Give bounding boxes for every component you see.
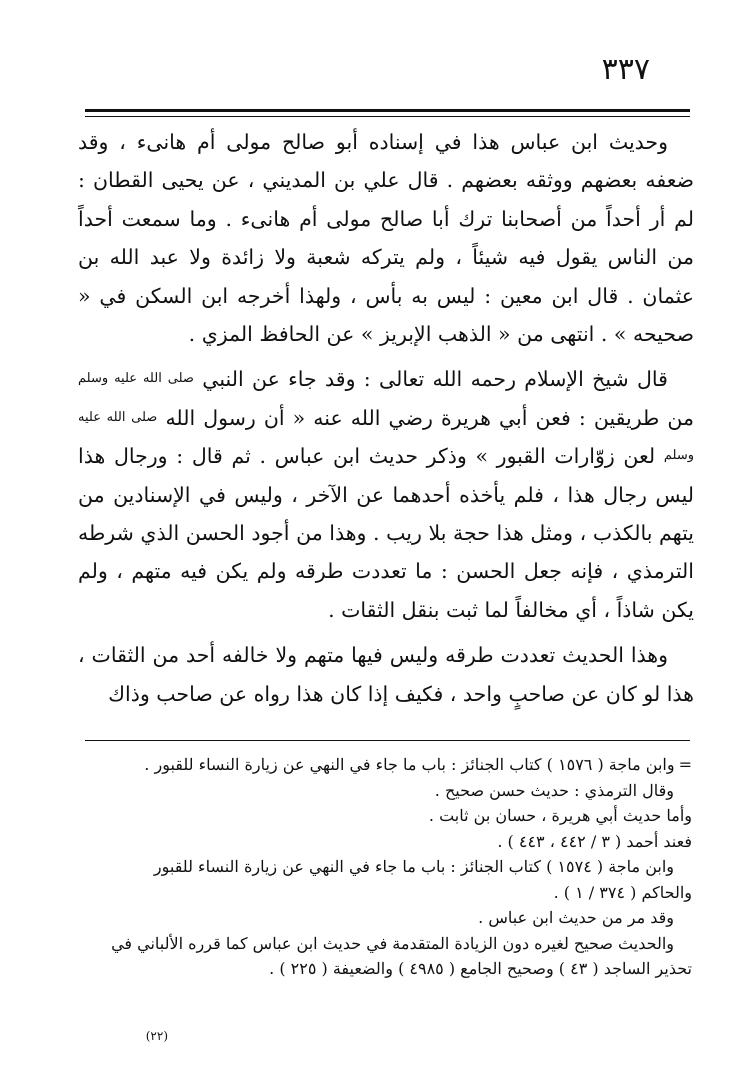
footnote-line: وقد مر من حديث ابن عباس . — [478, 908, 674, 927]
continuation-mark: = — [678, 755, 692, 774]
salla-ligature-1: صلى الله عليه وسلم — [78, 371, 194, 387]
footnote-line: وابن ماجة ( ١٥٧٤ ) كتاب الجنائز : باب ما جاء في النهي عن زيارة النساء للقبور — [153, 857, 674, 876]
footnote-line: وأما حديث أبي هريرة ، حسان بن ثابت . — [428, 806, 692, 825]
footnote-line: والحديث صحيح لغيره دون الزيادة المتقدمة في حديث ابن عباس كما قرره الألباني في — [111, 933, 674, 953]
footnote-line: والحاكم ( ٣٧٤ / ١ ) . — [553, 882, 692, 902]
paragraph-2 — [78, 360, 694, 629]
header-rule-thick — [85, 109, 690, 112]
footnote-line: =وابن ماجة ( ١٥٧٦ ) كتاب الجنائز : باب ما جاء في النهي عن زيارة النساء للقبور . — [144, 755, 692, 774]
footnote-rule — [85, 740, 690, 741]
footnote-line: فعند أحمد ( ٣ / ٤٤٢ ، ٤٤٣ ) . — [497, 831, 692, 851]
main-text — [78, 123, 694, 713]
page-number: ٣٣٧ — [601, 52, 650, 87]
paragraph-3: وهذا الحديث تعددت طرقه وليس فيها متهم ولا خالفه أحد من الثقات ، هذا لو كان عن صاحبٍ واحد ، فكيف إذا كان هذا رواه عن صاحب وذاك — [78, 643, 694, 706]
paragraph-1: وحديث ابن عباس هذا في إسناده أبو صالح مولى أم هانىء ، وقد ضعفه بعضهم ووثقه بعضهم . قال علي بن المديني ، عن يحيى القطان : لم أر أحداً من أصحابنا ترك أبا صالح مولى أم هانىء . وما سمعت أحداً من الناس يقول فيه شيئاً ، ولم يتركه شعبة ولا زائدة ولا عبد الله بن عثمان . قال ابن معين : ليس به بأس ، ولهذا أخرجه ابن السكن في « صحيحه » . انتهى من « الذهب الإبريز » عن الحافظ المزي . — [78, 130, 694, 347]
footnote-line: تحذير الساجد ( ٤٣ ) وصحيح الجامع ( ٤٩٨٥ ) والضعيفة ( ٢٢٥ ) . — [269, 959, 692, 978]
paragraph-2-part-a: قال شيخ الإسلام رحمه الله تعالى : وقد جاء عن النبي — [202, 367, 668, 392]
footnotes — [88, 752, 692, 982]
header-rule-thin — [85, 116, 690, 117]
salla-ligature-2: صلى الله عليه وسلم — [78, 409, 694, 464]
footnote-line: وقال الترمذي : حديث حسن صحيح . — [434, 780, 674, 800]
signature-mark: (٢٢) — [145, 1029, 168, 1043]
paragraph-2-part-c: لعن زوّارات القبور » وذكر حديث ابن عباس . ثم قال : ورجال هذا ليس رجال هذا ، فلم يأخذه أحدهما عن الآخر ، وليس في الإسنادين من يتهم بالكذب ، ومثل هذا حجة بلا ريب . وهذا من أجود الحسن الذي شرطه الترمذي ، فإنه جعل الحسن : ما تعددت طرقه ولم يكن فيه متهم ، ولم يكن شاذاً ، أي مخالفاً لما ثبت بنقل الثقات . — [78, 444, 694, 622]
paragraph-2-part-b: من طريقين : فعن أبي هريرة رضي الله عنه « أن رسول الله — [165, 405, 694, 430]
